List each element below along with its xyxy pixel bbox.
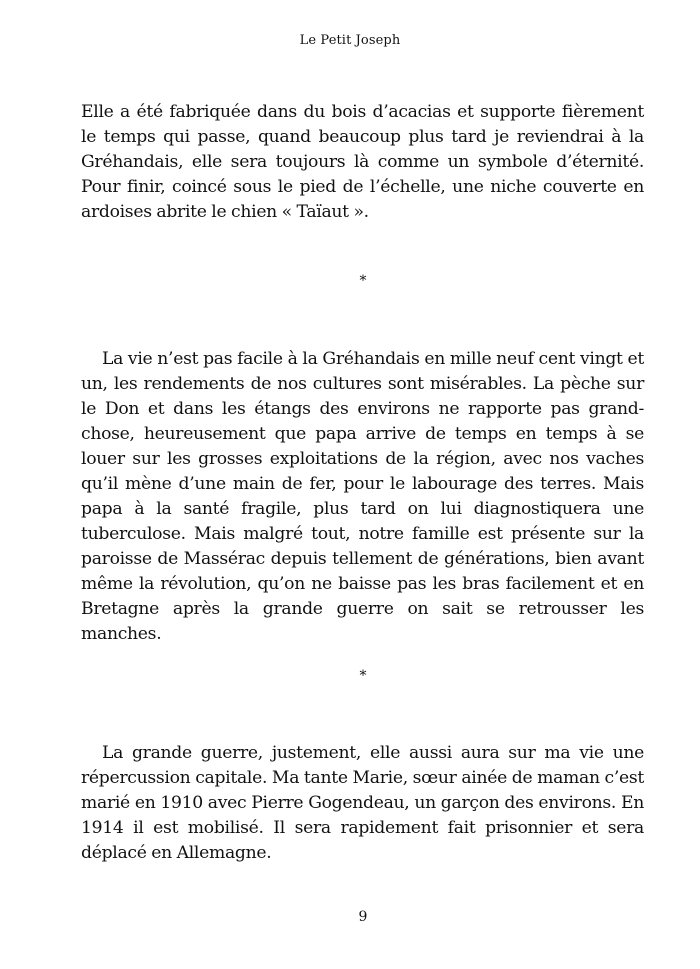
page-number: 9 [358,909,368,925]
section-separator: * [359,668,367,684]
section-separator: * [359,273,367,289]
paragraph-great-war: La grande guerre, justement, elle aussi aura sur ma vie une répercussion capitale. Ma tante Marie, sœur ainée de maman c’est marié en 1910 avec Pierre Gogendeau, un garçon des environs. En 1914 il est mobilisé. Il sera rapidement fait prisonnier et sera déplacé en Allemagne. [81,743,644,863]
running-title: Le Petit Joseph [299,33,401,48]
paragraph-life-grehandais: La vie n’est pas facile à la Gréhandais en mille neuf cent vingt et un, les rendements de nos cultures sont misérables. La pèche sur le Don et dans les étangs des environs ne rapporte pas grand-chose, heureusement que papa arrive de temps en temps à se louer sur les grosses exploitations de la région, avec nos vaches qu’il mène d’une main de fer, pour le labourage des terres. Mais papa à la santé fragile, plus tard on lui diagnostiquera une tuberculose. Mais malgré tout, notre famille est présente sur la paroisse de Massérac depuis tellement de générations, bien avant même la révolution, qu’on ne baisse pas les bras facilement et en Bretagne après la grande guerre on sait se retrousser les manches. [81,349,644,644]
paragraph-acacia-ladder: Elle a été fabriquée dans du bois d’acacias et supporte fièrement le temps qui passe, quand beaucoup plus tard je reviendrai à la Gréhandais, elle sera toujours là comme un symbole d’éternité. Pour finir, coincé sous le pied de l’échelle, une niche couverte en ardoises abrite le chien « Taïaut ». [81,102,644,222]
